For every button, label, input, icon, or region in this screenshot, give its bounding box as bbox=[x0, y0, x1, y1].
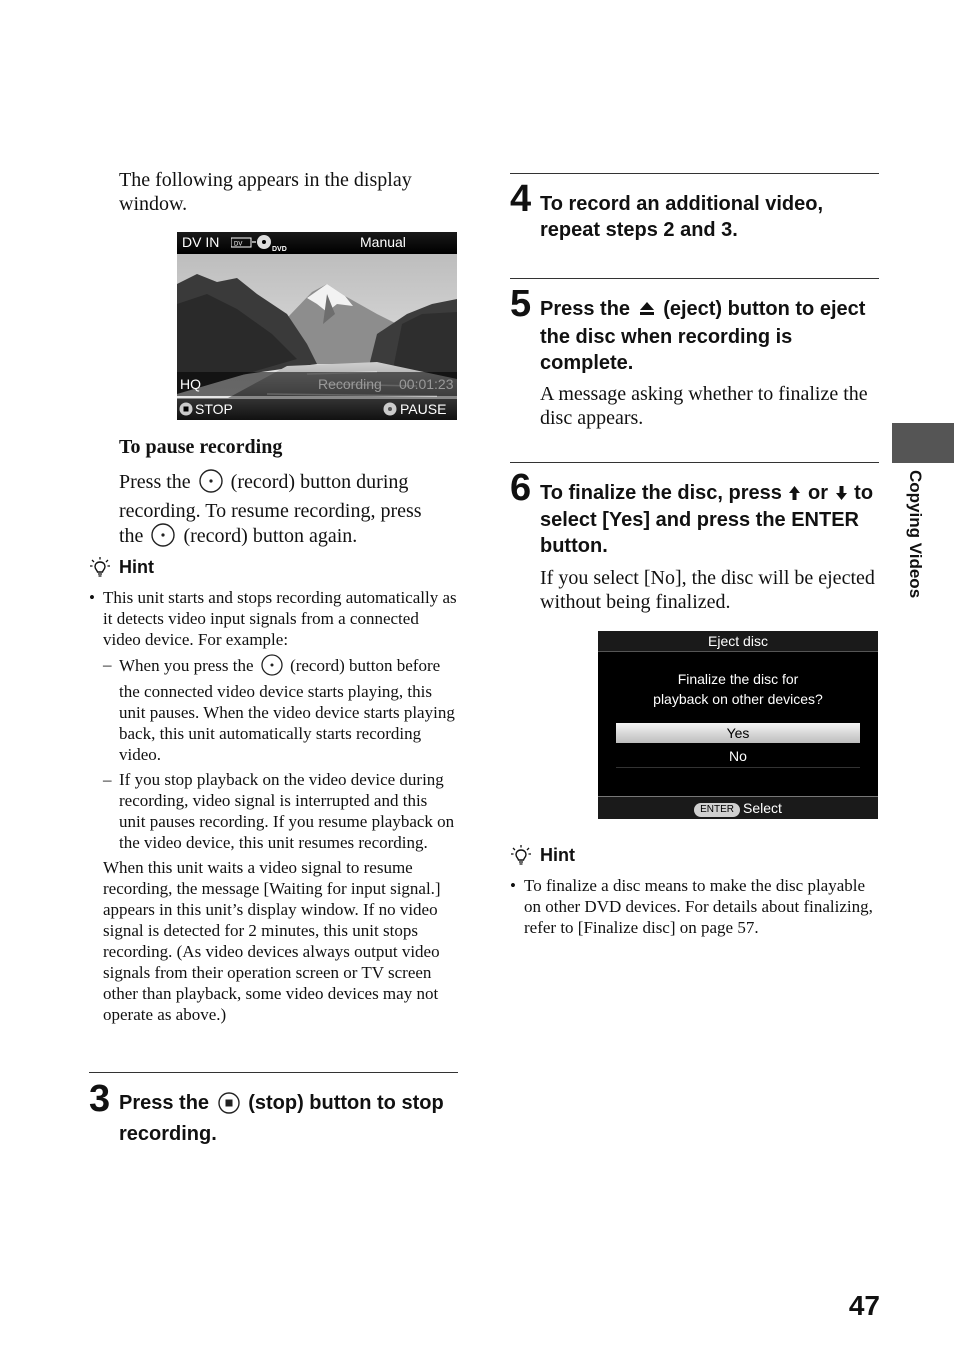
hint-paragraph: When this unit waits a video signal to resume recording, the message [Waiting for input signal.] appears in this unit’s display window. If no video signal is detected for 2 minutes, this unit stops recording. (As video devices always output video signals from their operation screen or TV screen other than playback, some video devices may not operate as above.) bbox=[103, 858, 441, 1024]
mode-label: Manual bbox=[360, 234, 406, 250]
hint-content-right bbox=[510, 875, 878, 938]
divider bbox=[510, 173, 879, 174]
display-window-screenshot bbox=[177, 232, 457, 419]
hint-dash-item: – If you stop playback on the video device during recording, video signal is interrupted and this unit pauses recording. If you resume playback on the video device, this unit resumes recording. bbox=[103, 769, 457, 853]
stop-label: STOP bbox=[195, 401, 233, 417]
enter-key-badge: ENTER bbox=[694, 803, 740, 817]
step-4-number: 4 bbox=[510, 178, 532, 220]
step-5-text-end: (eject) button to eject the disc when recording is complete. bbox=[540, 298, 866, 374]
pause-text-start: Press the bbox=[119, 471, 191, 493]
step-3-text-start: Press the bbox=[119, 1092, 210, 1114]
chapter-tab-marker bbox=[892, 423, 954, 463]
arrow-down-icon bbox=[836, 481, 847, 507]
pause-heading: To pause recording bbox=[119, 436, 283, 458]
divider bbox=[510, 278, 879, 279]
lightbulb-icon bbox=[510, 844, 532, 871]
dialog-title: Eject disc bbox=[598, 631, 878, 652]
hint-content-left bbox=[89, 587, 457, 1025]
dialog-option-yes: Yes bbox=[616, 723, 860, 743]
pause-text-middle: (record) button during recording. To resume recording, press the bbox=[119, 471, 422, 547]
hint-dash-item bbox=[103, 654, 457, 765]
dv-in-label: DV IN bbox=[182, 234, 220, 250]
stop-button-icon bbox=[218, 1092, 240, 1121]
divider bbox=[89, 1072, 458, 1073]
dialog-option-no: No bbox=[729, 748, 747, 764]
eject-disc-dialog-screenshot bbox=[598, 631, 878, 818]
step-3-text-end: (stop) button to stop recording. bbox=[119, 1092, 444, 1145]
display-status-bar bbox=[177, 372, 457, 396]
display-bottom-bar bbox=[177, 398, 457, 420]
hint-dash-1-end: (record) button before the connected video device starts playing, this unit pauses. When the video device starts playing back, this unit automatically starts recording video. bbox=[119, 656, 455, 764]
pause-label: PAUSE bbox=[400, 401, 447, 417]
dialog-message bbox=[598, 669, 878, 709]
dialog-footer bbox=[598, 796, 878, 819]
arrow-up-icon bbox=[789, 481, 800, 507]
stop-icon bbox=[179, 402, 193, 419]
record-button-icon bbox=[151, 523, 175, 553]
hint-label: Hint bbox=[540, 845, 575, 865]
hint-bullet: • This unit starts and stops recording automatically as it detects video input signals from a connected video device. For example: bbox=[89, 587, 457, 650]
record-icon bbox=[383, 402, 397, 419]
step-5-body: A message asking whether to finalize the disc appears. bbox=[540, 383, 868, 429]
hint-bullet: • To finalize a disc means to make the disc playable on other DVD devices. For details about finalizing, refer to [Finalize disc] on page 57. bbox=[510, 875, 878, 938]
step-3-number: 3 bbox=[89, 1078, 111, 1120]
svg-text:DVD: DVD bbox=[272, 246, 287, 252]
step-6-text-end: to select [Yes] and press the ENTER button. bbox=[540, 482, 874, 557]
recording-time: 00:01:23 bbox=[399, 376, 454, 392]
step-4-title: To record an additional video, repeat steps 2 and 3. bbox=[540, 193, 823, 241]
dialog-select-label: Select bbox=[742, 800, 782, 816]
hint-label: Hint bbox=[119, 557, 154, 577]
divider bbox=[510, 462, 879, 463]
hint-heading-left bbox=[89, 556, 154, 583]
recording-status: Recording bbox=[318, 376, 382, 392]
step-6-body: If you select [No], the disc will be ejected without being finalized. bbox=[540, 567, 875, 613]
step-6-text-start: To finalize the disc, press bbox=[540, 482, 782, 504]
record-button-icon bbox=[199, 469, 223, 499]
pause-paragraph bbox=[119, 469, 449, 553]
step-6-or: or bbox=[808, 482, 829, 504]
step-5-number: 5 bbox=[510, 283, 532, 325]
dialog-message-line-1: Finalize the disc for bbox=[677, 671, 799, 687]
dialog-message-line-2: playback on other devices? bbox=[653, 691, 823, 707]
step-6-title bbox=[540, 480, 880, 559]
step-6-number: 6 bbox=[510, 467, 532, 509]
display-top-bar bbox=[177, 232, 457, 253]
record-button-icon bbox=[261, 654, 283, 681]
hint-heading-right bbox=[510, 844, 575, 871]
chapter-side-label bbox=[907, 470, 927, 610]
pause-text-end: (record) button again. bbox=[183, 525, 358, 547]
dialog-separator bbox=[616, 767, 860, 768]
intro-text: The following appears in the display window. bbox=[119, 169, 412, 215]
page-number: 47 bbox=[848, 1290, 880, 1321]
step-3-title bbox=[119, 1090, 459, 1147]
quality-label: HQ bbox=[180, 376, 201, 392]
svg-text:DV: DV bbox=[234, 241, 243, 248]
lightbulb-icon bbox=[89, 556, 111, 583]
step-5-text-start: Press the bbox=[540, 298, 631, 320]
eject-icon bbox=[639, 298, 655, 324]
chapter-side-label-text: Copying Videos bbox=[906, 470, 925, 599]
hint-dash-1-start: When you press the bbox=[119, 656, 254, 675]
step-5-title bbox=[540, 296, 880, 376]
dvd-disc-icon bbox=[231, 234, 291, 255]
